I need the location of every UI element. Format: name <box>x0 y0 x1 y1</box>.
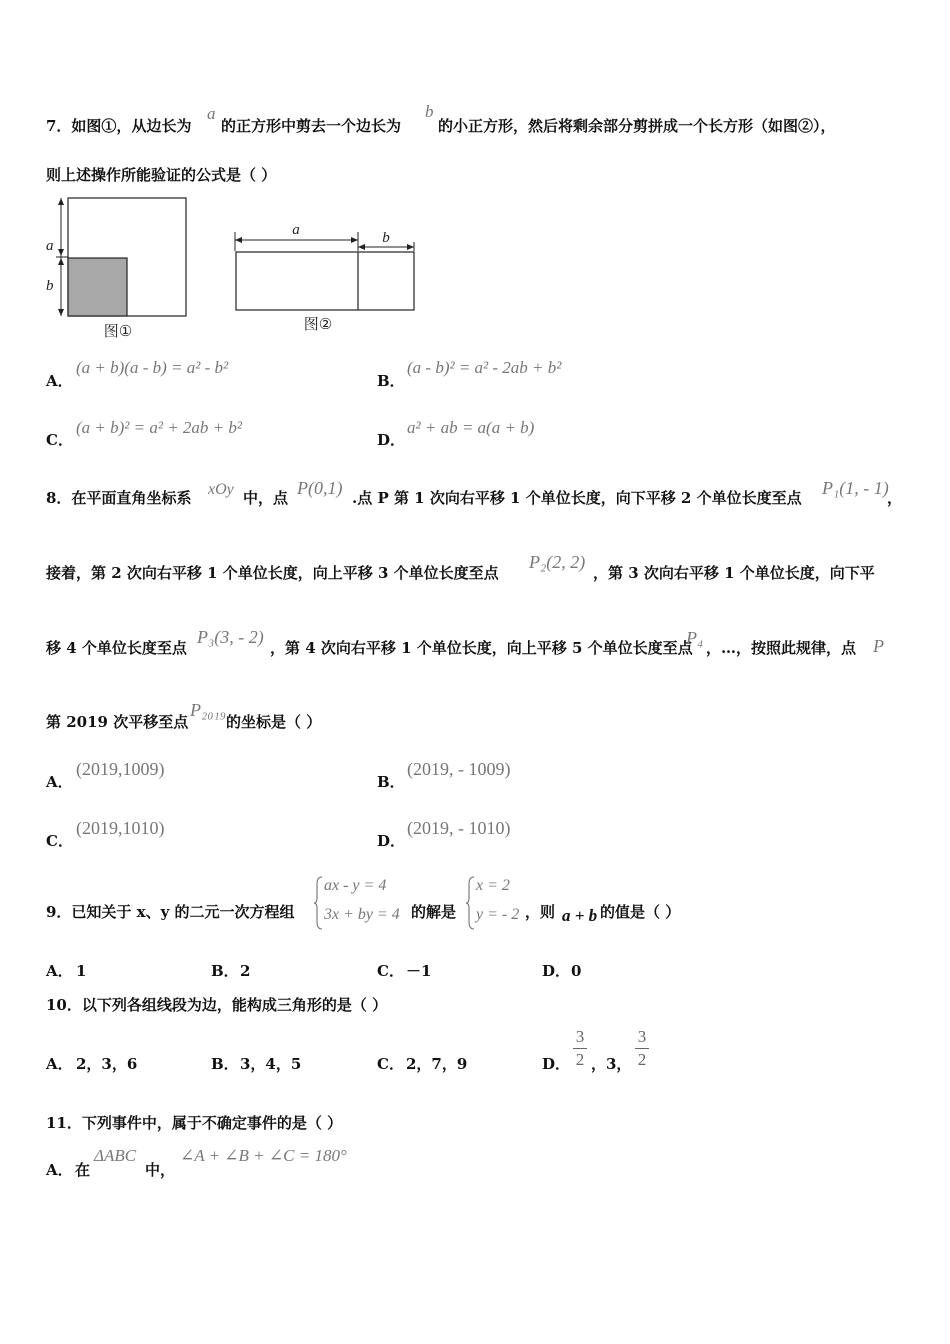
q8-point-p3: P₃(3, - 2) <box>197 627 264 647</box>
fig1-label-b: b <box>46 278 54 294</box>
fig2-caption: 图② <box>303 315 333 333</box>
q7-text-suffix: 的小正方形，然后将剩余部分剪拼成一个长方形（如图②）， <box>438 117 836 135</box>
q9-equation-2: 3x + by = 4 <box>324 906 400 923</box>
q8-option-d-letter: D． <box>377 832 406 850</box>
q9-option-b-letter: B． <box>211 962 239 980</box>
q8-option-b-value: (2019, - 1009) <box>407 759 511 779</box>
fig1-arrow-top <box>58 198 64 205</box>
q8-option-d-value: (2019, - 1010) <box>407 818 511 838</box>
q8-option-c-letter: C． <box>46 832 73 850</box>
fig1-arrow-mid-up <box>58 249 64 256</box>
q8-line2-a: 接着，第 2 次向右平移 1 个单位长度，向上平移 3 个单位长度至点 <box>46 564 499 582</box>
q9-option-a-letter: A． <box>46 962 73 980</box>
q9-option-c-letter: C． <box>377 962 404 980</box>
fig1-caption: 图① <box>103 322 133 340</box>
fig1-label-a: a <box>46 238 54 254</box>
q9-solution-y: y = - 2 <box>476 906 520 923</box>
q8-point-p2: P₂(2, 2) <box>529 552 586 572</box>
q8-point-p0: P(0,1) <box>297 478 343 498</box>
q10-option-a-value: 2，3，6 <box>76 1055 138 1073</box>
q7-option-c-formula: (a + b)² = a² + 2ab + b² <box>76 418 242 437</box>
q9-solution-x: x = 2 <box>476 877 510 894</box>
q10-option-c-letter: C． <box>377 1055 404 1073</box>
q7-line1 <box>46 116 191 136</box>
q9-prefix: 9．已知关于 x、y 的二元一次方程组 <box>46 903 295 921</box>
q7-option-a-letter: A． <box>46 372 73 390</box>
q7-figure-1 <box>40 192 200 342</box>
q11-option-a-mid: 中， <box>145 1161 176 1179</box>
q10-option-d-fraction-1 <box>573 1027 587 1070</box>
fig2-rectangle <box>236 252 414 310</box>
q9-expression: a + b <box>562 906 598 925</box>
q9-option-d-value: 0 <box>571 962 582 980</box>
q8-option-a-letter: A． <box>46 773 73 791</box>
q9-option-d-letter: D． <box>542 962 571 980</box>
q8-option-c-value: (2019,1010) <box>76 818 165 838</box>
q8-line1-b: 中，点 <box>243 489 289 507</box>
q8-line3-c: ，…，按照此规律，点 <box>706 639 857 657</box>
q8-point-p1: P₁(1, - 1) <box>822 478 889 498</box>
q8-point-p: P <box>873 636 884 656</box>
fig1-arrow-mid-down <box>58 258 64 265</box>
q9-mid2: ，则 <box>525 903 556 921</box>
q8-point-p4: P₄ <box>686 628 704 648</box>
q10-option-b-letter: B． <box>211 1055 239 1073</box>
q8-point-p2019: P₂₀₁₉ <box>190 700 227 720</box>
q7-option-d-formula: a² + ab = a(a + b) <box>407 418 535 437</box>
q8-line1-c: .点 P 第 1 次向右平移 1 个单位长度，向下平移 2 个单位长度至点 <box>352 489 802 507</box>
q8-option-a-value: (2019,1009) <box>76 759 165 779</box>
q11-triangle: ΔABC <box>94 1146 137 1165</box>
fig1-arrow-bottom <box>58 309 64 316</box>
q9-suffix: 的值是（ ） <box>600 903 681 921</box>
fig2-label-a: a <box>292 222 300 238</box>
q11-option-a-pre: 在 <box>75 1161 91 1179</box>
q7-option-d-letter: D． <box>377 431 406 449</box>
q8-line4-b: 的坐标是（ ） <box>226 713 322 731</box>
q8-line3-b: ，第 4 次向右平移 1 个单位长度，向上平移 5 个单位长度至点 <box>270 639 693 657</box>
q9-option-c-value: －1 <box>406 962 432 980</box>
q7-var-a: a <box>207 104 216 123</box>
fig1-small-square <box>68 258 127 316</box>
q11-stem: 11．下列事件中，属于不确定事件的是（ ） <box>46 1114 343 1132</box>
q10-option-d-letter: D． <box>542 1055 571 1073</box>
q9-system-brace <box>314 876 324 930</box>
q8-option-b-letter: B． <box>377 773 405 791</box>
q10-option-a-letter: A． <box>46 1055 73 1073</box>
q7-option-c-letter: C． <box>46 431 73 449</box>
q10-option-b-value: 3，4，5 <box>240 1055 302 1073</box>
q8-line2-b: ，第 3 次向右平移 1 个单位长度，向下平 <box>593 564 875 582</box>
q8-line1-d: ， <box>887 489 903 507</box>
q7-option-a-formula: (a + b)(a - b) = a² - b² <box>76 358 229 377</box>
q8-line1-a: 8．在平面直角坐标系 <box>46 489 192 507</box>
q7-var-b: b <box>425 102 434 121</box>
q11-angle-expression: ∠A + ∠B + ∠C = 180° <box>180 1146 347 1165</box>
q8-xoy: xOy <box>208 481 234 498</box>
q10-option-c-value: 2，7，9 <box>406 1055 468 1073</box>
fraction-denominator: 2 <box>637 1050 647 1069</box>
q7-option-b-formula: (a - b)² = a² - 2ab + b² <box>407 358 562 377</box>
q8-line4-a: 第 2019 次平移至点 <box>46 713 189 731</box>
q9-mid: 的解是 <box>411 903 457 921</box>
q10-option-d-fraction-2 <box>635 1027 649 1070</box>
q9-equation-1: ax - y = 4 <box>324 877 387 894</box>
q9-solution-brace <box>466 876 476 930</box>
q10-option-d-mid: ，3， <box>591 1055 632 1073</box>
fraction-denominator: 2 <box>575 1050 585 1069</box>
q7-text-mid: 的正方形中剪去一个边长为 <box>221 117 402 135</box>
q7-line2: 则上述操作所能验证的公式是（ ） <box>46 166 277 184</box>
fraction-numerator: 3 <box>637 1027 647 1046</box>
q9-option-a-value: 1 <box>76 962 87 980</box>
q7-text-prefix: 7．如图①，从边长为 <box>46 117 192 135</box>
q8-line3-a: 移 4 个单位长度至点 <box>46 639 187 657</box>
q11-option-a-letter: A． <box>46 1161 73 1179</box>
q7-figure-2 <box>228 216 423 338</box>
q9-option-b-value: 2 <box>240 962 251 980</box>
fig2-label-b: b <box>382 230 390 246</box>
fraction-numerator: 3 <box>575 1027 585 1046</box>
q10-stem: 10．以下列各组线段为边，能构成三角形的是（ ） <box>46 996 388 1014</box>
q7-option-b-letter: B． <box>377 372 405 390</box>
